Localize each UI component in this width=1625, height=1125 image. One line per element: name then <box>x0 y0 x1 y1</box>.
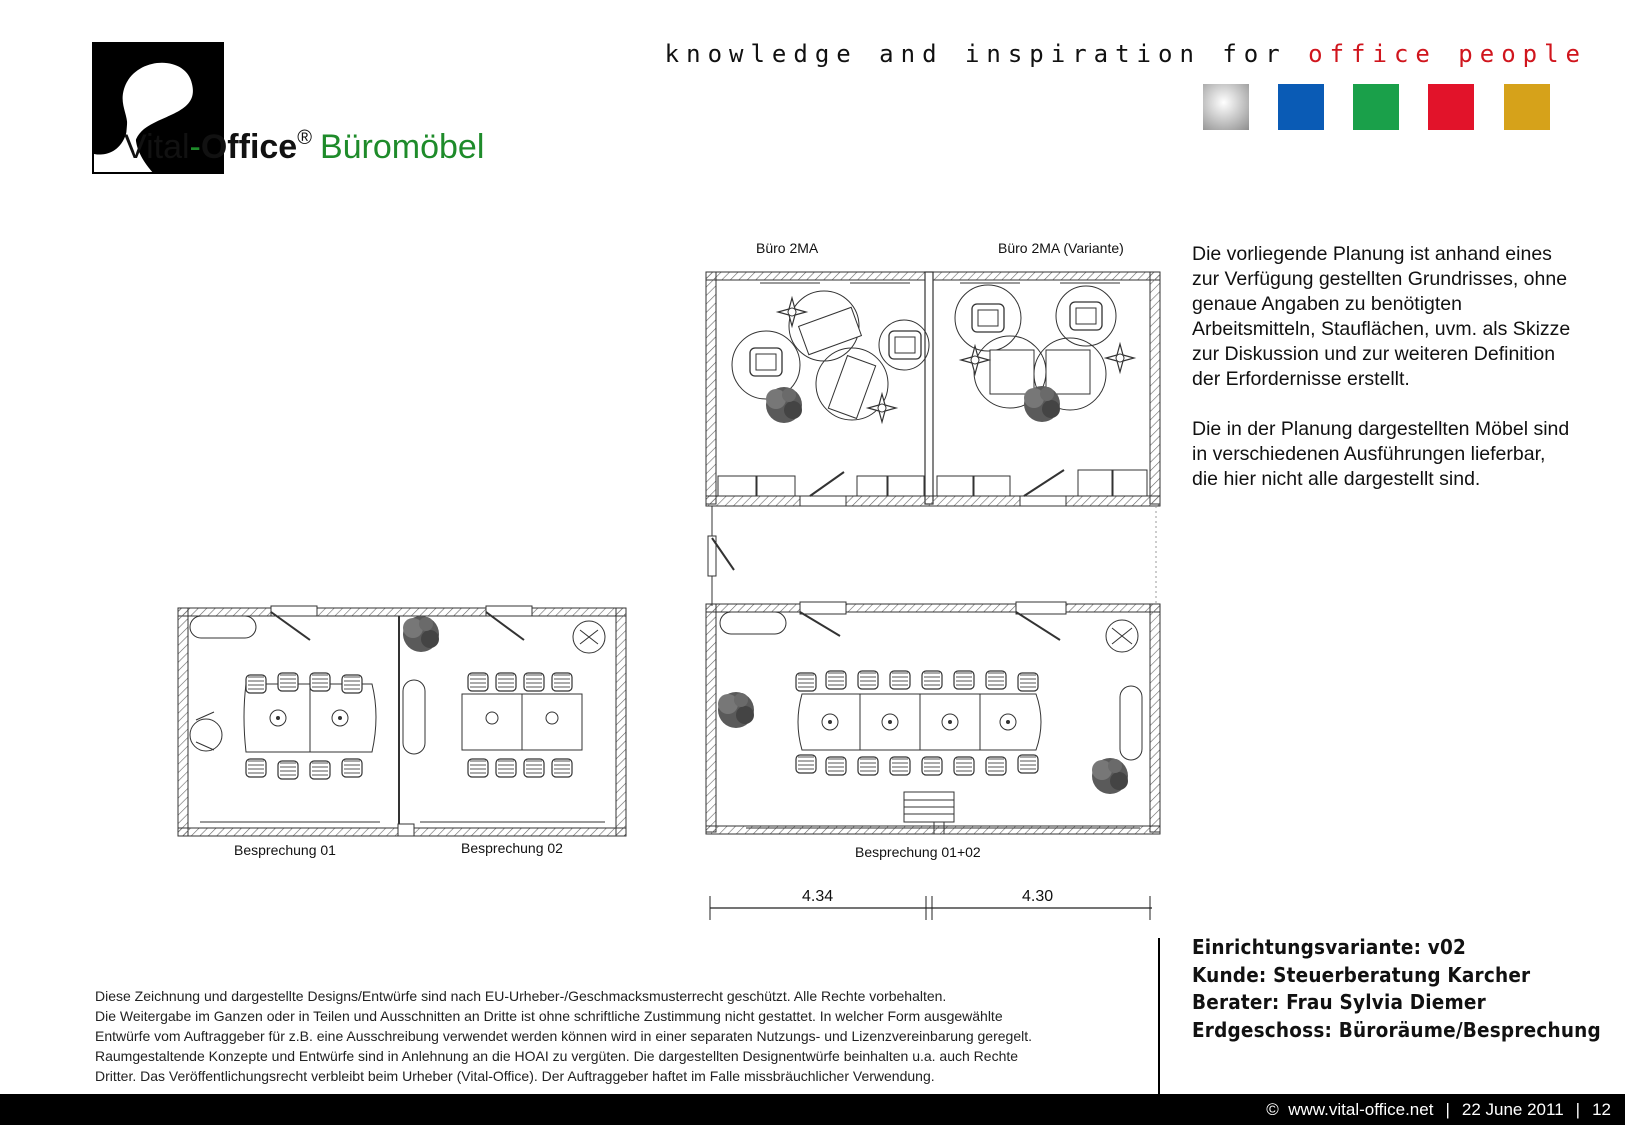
info-floor: Erdgeschoss: Büroräume/Besprechung <box>1192 1017 1601 1042</box>
legal-line: Die Weitergabe im Ganzen oder in Teilen und Ausschnitten an Dritte ist ohne schriftliche Zustimmung nicht gestattet. In welcher Form ausgewählte <box>95 1008 1003 1024</box>
label-office-2ma: Büro 2MA <box>756 240 819 256</box>
logo-word-bueromoebel: Büromöbel <box>319 128 485 166</box>
description-paragraph-2: Die in der Planung dargestellten Möbel sind in verschiedenen Ausführungen lieferbar, die hier nicht alle dargestellt sind. <box>1192 418 1570 490</box>
project-info <box>1192 934 1601 1044</box>
legal-notice <box>95 986 1155 1086</box>
legal-line: Entwürfe vom Auftraggeber für z.B. eine Ausschreibung verwendet werden können wird in einer separaten Nutzungs- und Lizenzvereinbarung geregelt. <box>95 1028 1033 1044</box>
info-variant: Einrichtungsvariante: v02 <box>1192 935 1467 959</box>
planning-description <box>1192 242 1572 517</box>
office-2ma-plan <box>706 272 1160 506</box>
tagline-main: knowledge and inspiration for <box>664 40 1309 68</box>
logo-word-office: Office <box>200 128 298 166</box>
tagline-highlight: office people <box>1308 40 1587 68</box>
footer-date: 22 June 2011 <box>1461 1100 1564 1119</box>
legal-line: Diese Zeichnung und dargestellte Designs/Entwürfe sind nach EU-Urheber-/Geschmacksmusterrecht geschützt. Alle Rechte vorbehalten. <box>95 988 947 1004</box>
dimension-left: 4.34 <box>802 888 834 905</box>
copyright-symbol: © <box>1266 1100 1279 1119</box>
meeting-rooms-separate-plan <box>178 606 626 836</box>
label-meeting-combined: Besprechung 01+02 <box>855 844 981 860</box>
logo-registered-mark: ® <box>297 127 312 149</box>
label-meeting-01: Besprechung 01 <box>234 842 336 858</box>
footer-text: © www.vital-office.net | 22 June 2011 | 12 <box>1266 1100 1611 1119</box>
label-office-2ma-variant: Büro 2MA (Variante) <box>998 240 1124 256</box>
meeting-room-combined-plan <box>706 602 1160 834</box>
description-paragraph-1: Die vorliegende Planung ist anhand eines zur Verfügung gestellten Grundrisses, ohne genaue Angaben zu benötigten Arbeitsmitteln, Stauflächen, uvm. als Skizze zur Diskussion und zur weiteren Definition der Erfordernisse erstellt. <box>1192 243 1571 390</box>
info-divider <box>1158 938 1160 1094</box>
legal-line: Dritter. Das Veröffentlichungsrecht verbleibt beim Urheber (Vital-Office). Der Auftraggeber haftet im Falle missbräuchlicher Verwendung. <box>95 1068 935 1084</box>
footer-url-link[interactable]: www.vital-office.net <box>1288 1100 1434 1119</box>
logo-dash: - <box>189 128 201 166</box>
logo-word-vital: Vital <box>124 128 190 166</box>
info-client: Kunde: Steuerberatung Karcher <box>1192 962 1531 987</box>
dimension-line <box>710 896 1152 920</box>
dimension-right: 4.30 <box>1022 888 1054 905</box>
page-number: 12 <box>1592 1100 1611 1119</box>
legal-line: Raumgestaltende Konzepte und Entwürfe sind in Anlehnung an die HOAI zu vergüten. Die dargestellten Designentwürfe beinhalten u.a. auch Rechte <box>95 1048 1019 1064</box>
label-meeting-02: Besprechung 02 <box>461 840 563 856</box>
info-advisor: Berater: Frau Sylvia Diemer <box>1192 990 1486 1014</box>
